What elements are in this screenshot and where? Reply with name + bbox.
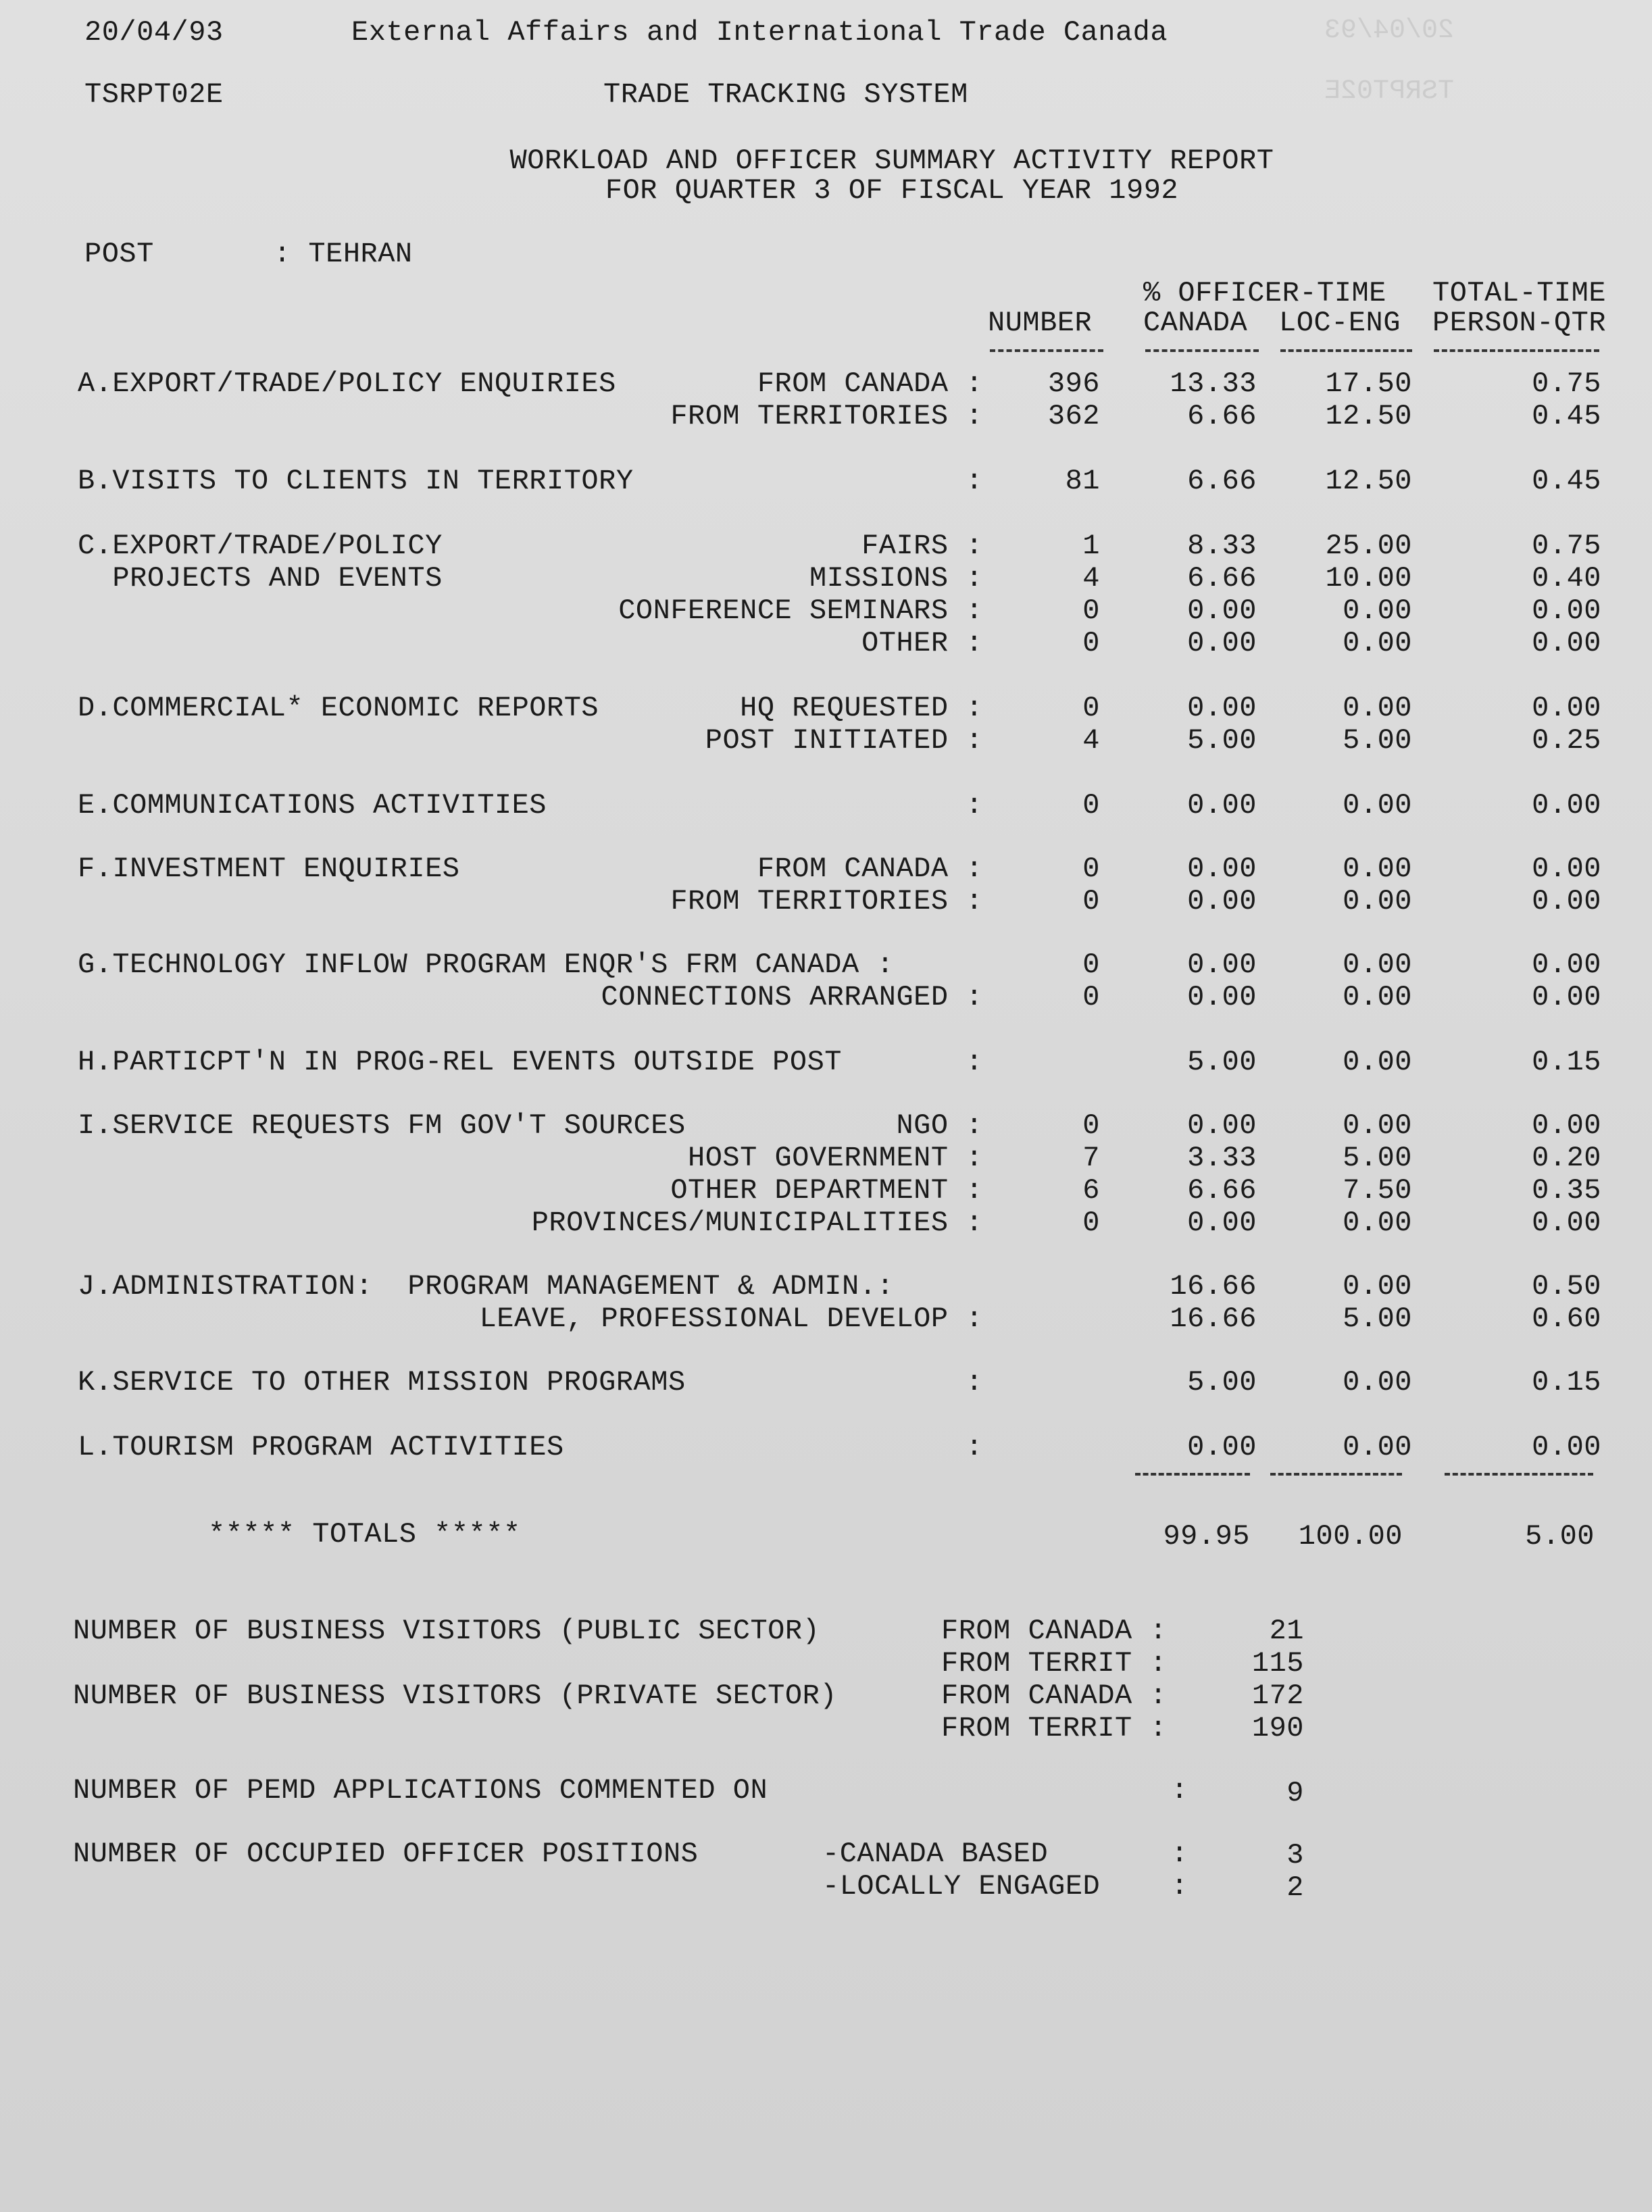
row-section-label: K.SERVICE TO OTHER MISSION PROGRAMS	[78, 1366, 686, 1399]
row-person-qtr-value: 0.25	[1532, 724, 1601, 757]
totals-person-qtr: 5.00	[1525, 1520, 1595, 1553]
row-person-qtr-value: 0.45	[1532, 400, 1601, 432]
person-qtr-header-rule	[1434, 349, 1599, 352]
positions-canada-based-label: -CANADA BASED	[822, 1838, 1049, 1870]
pemd-colon: :	[1171, 1774, 1188, 1807]
row-loc-eng-value: 0.00	[1343, 1270, 1412, 1303]
row-loc-eng-value: 0.00	[1343, 789, 1412, 822]
post-value: : TEHRAN	[274, 238, 413, 270]
positions-local-value: 2	[1286, 1871, 1304, 1904]
row-number-value: 7	[1082, 1142, 1100, 1174]
row-canada-value: 5.00	[1187, 1366, 1257, 1399]
row-loc-eng-value: 0.00	[1343, 853, 1412, 885]
row-loc-eng-value: 0.00	[1343, 949, 1412, 981]
row-number-value: 0	[1082, 789, 1100, 822]
pemd-label: NUMBER OF PEMD APPLICATIONS COMMENTED ON	[73, 1774, 768, 1807]
row-loc-eng-value: 5.00	[1343, 1303, 1412, 1335]
row-number-value: 4	[1082, 724, 1100, 757]
visitors-private-from-territ: FROM TERRIT :	[941, 1712, 1168, 1744]
row-number-value: 6	[1082, 1174, 1100, 1207]
officer-time-header: % OFFICER-TIME	[1143, 277, 1386, 309]
person-qtr-total-rule	[1445, 1473, 1593, 1476]
row-canada-value: 16.66	[1170, 1270, 1257, 1303]
row-loc-eng-value: 12.50	[1325, 465, 1412, 497]
totals-canada: 99.95	[1163, 1520, 1250, 1553]
canada-header-rule	[1145, 349, 1259, 352]
row-canada-value: 0.00	[1187, 1207, 1257, 1239]
row-canada-value: 13.33	[1170, 368, 1257, 400]
row-person-qtr-value: 0.00	[1532, 1207, 1601, 1239]
row-person-qtr-value: 0.35	[1532, 1174, 1601, 1207]
row-person-qtr-value: 0.60	[1532, 1303, 1601, 1335]
row-person-qtr-value: 0.00	[1532, 981, 1601, 1013]
report-date: 20/04/93	[84, 16, 224, 49]
row-sub-label: :	[966, 1431, 983, 1463]
row-sub-label: FROM CANADA :	[757, 853, 983, 885]
visitors-public-territ-value: 115	[1251, 1647, 1304, 1680]
row-person-qtr-value: 0.40	[1532, 562, 1601, 595]
row-number-value: 0	[1082, 627, 1100, 659]
visitors-public-from-territ: FROM TERRIT :	[941, 1647, 1168, 1680]
row-person-qtr-value: 0.00	[1532, 1109, 1601, 1142]
row-person-qtr-value: 0.75	[1532, 368, 1601, 400]
row-section-label: J.ADMINISTRATION: PROGRAM MANAGEMENT & ADMIN.:	[78, 1270, 895, 1303]
row-number-value: 0	[1082, 692, 1100, 724]
row-canada-value: 5.00	[1187, 1046, 1257, 1078]
row-number-value: 1	[1082, 530, 1100, 562]
row-number-value: 4	[1082, 562, 1100, 595]
row-person-qtr-value: 0.15	[1532, 1366, 1601, 1399]
visitors-public-from-canada: FROM CANADA :	[941, 1615, 1168, 1647]
row-sub-label: :	[966, 1366, 983, 1399]
row-section-label: C.EXPORT/TRADE/POLICY	[78, 530, 443, 562]
row-sub-label: FROM CANADA :	[757, 368, 983, 400]
row-loc-eng-value: 0.00	[1343, 1207, 1412, 1239]
row-sub-label: OTHER DEPARTMENT :	[670, 1174, 983, 1207]
row-person-qtr-value: 0.50	[1532, 1270, 1601, 1303]
system-name: TRADE TRACKING SYSTEM	[603, 78, 968, 111]
row-sub-label: HOST GOVERNMENT :	[688, 1142, 983, 1174]
row-person-qtr-value: 0.15	[1532, 1046, 1601, 1078]
row-section-label: B.VISITS TO CLIENTS IN TERRITORY	[78, 465, 634, 497]
row-sub-label: POST INITIATED :	[705, 724, 983, 757]
total-time-header: TOTAL-TIME	[1432, 277, 1607, 309]
number-header-rule	[990, 349, 1103, 352]
row-sub-label: :	[966, 1046, 983, 1078]
row-loc-eng-value: 12.50	[1325, 400, 1412, 432]
row-canada-value: 0.00	[1187, 1109, 1257, 1142]
row-sub-label: CONNECTIONS ARRANGED :	[601, 981, 983, 1013]
row-number-value: 0	[1082, 853, 1100, 885]
positions-locally-engaged-label: -LOCALLY ENGAGED	[822, 1870, 1101, 1903]
row-person-qtr-value: 0.75	[1532, 530, 1601, 562]
row-canada-value: 0.00	[1187, 627, 1257, 659]
row-canada-value: 0.00	[1187, 692, 1257, 724]
positions-local-colon: :	[1171, 1870, 1188, 1903]
row-loc-eng-value: 0.00	[1343, 981, 1412, 1013]
visitors-private-from-canada: FROM CANADA :	[941, 1680, 1168, 1712]
bleed-through-text: 20/04/93	[1324, 16, 1455, 46]
totals-label: ***** TOTALS *****	[208, 1518, 521, 1551]
row-loc-eng-value: 0.00	[1343, 1431, 1412, 1463]
row-section-label: F.INVESTMENT ENQUIRIES	[78, 853, 460, 885]
row-number-value: 0	[1082, 1207, 1100, 1239]
report-code: TSRPT02E	[84, 78, 224, 111]
row-loc-eng-value: 5.00	[1343, 724, 1412, 757]
report-title-line1: WORKLOAD AND OFFICER SUMMARY ACTIVITY REPORT	[509, 145, 1274, 177]
row-section-label: G.TECHNOLOGY INFLOW PROGRAM ENQR'S FRM CANADA :	[78, 949, 895, 981]
pemd-value: 9	[1286, 1777, 1304, 1809]
report-title-line2: FOR QUARTER 3 OF FISCAL YEAR 1992	[605, 174, 1179, 207]
row-sub-label: NGO :	[896, 1109, 983, 1142]
row-loc-eng-value: 10.00	[1325, 562, 1412, 595]
visitors-public-label: NUMBER OF BUSINESS VISITORS (PUBLIC SECTOR)	[73, 1615, 820, 1647]
visitors-private-territ-value: 190	[1251, 1712, 1304, 1744]
number-column-header: NUMBER	[988, 307, 1093, 339]
row-sub-label: FROM TERRITORIES :	[670, 400, 983, 432]
totals-loc-eng: 100.00	[1298, 1520, 1403, 1553]
row-number-value: 81	[1065, 465, 1100, 497]
bleed-through-text: TSRPT02E	[1324, 76, 1455, 107]
row-person-qtr-value: 0.00	[1532, 853, 1601, 885]
row-section-label: I.SERVICE REQUESTS FM GOV'T SOURCES	[78, 1109, 686, 1142]
visitors-private-label: NUMBER OF BUSINESS VISITORS (PRIVATE SECTOR)	[73, 1680, 837, 1712]
row-section-label: L.TOURISM PROGRAM ACTIVITIES	[78, 1431, 564, 1463]
row-canada-value: 5.00	[1187, 724, 1257, 757]
row-loc-eng-value: 17.50	[1325, 368, 1412, 400]
row-person-qtr-value: 0.00	[1532, 885, 1601, 918]
row-person-qtr-value: 0.00	[1532, 595, 1601, 627]
row-person-qtr-value: 0.00	[1532, 1431, 1601, 1463]
row-canada-value: 16.66	[1170, 1303, 1257, 1335]
loc-eng-column-header: LOC-ENG	[1279, 307, 1401, 339]
row-canada-value: 0.00	[1187, 1431, 1257, 1463]
row-loc-eng-value: 0.00	[1343, 885, 1412, 918]
row-canada-value: 3.33	[1187, 1142, 1257, 1174]
row-section-label: A.EXPORT/TRADE/POLICY ENQUIRIES	[78, 368, 616, 400]
loc-eng-total-rule	[1270, 1473, 1402, 1476]
row-canada-value: 0.00	[1187, 981, 1257, 1013]
row-person-qtr-value: 0.45	[1532, 465, 1601, 497]
row-section-label: E.COMMUNICATIONS ACTIVITIES	[78, 789, 547, 822]
positions-canada-value: 3	[1286, 1839, 1304, 1871]
row-section-label: D.COMMERCIAL* ECONOMIC REPORTS	[78, 692, 599, 724]
row-number-value: 0	[1082, 595, 1100, 627]
row-sub-label: FROM TERRITORIES :	[670, 885, 983, 918]
row-canada-value: 6.66	[1187, 1174, 1257, 1207]
row-number-value: 0	[1082, 981, 1100, 1013]
row-canada-value: 6.66	[1187, 400, 1257, 432]
row-person-qtr-value: 0.00	[1532, 949, 1601, 981]
post-label: POST	[84, 238, 154, 270]
row-sub-label: HQ REQUESTED :	[740, 692, 983, 724]
row-canada-value: 6.66	[1187, 562, 1257, 595]
canada-column-header: CANADA	[1143, 307, 1248, 339]
row-canada-value: 0.00	[1187, 789, 1257, 822]
row-number-value: 0	[1082, 949, 1100, 981]
positions-label: NUMBER OF OCCUPIED OFFICER POSITIONS	[73, 1838, 699, 1870]
row-sub-label: LEAVE, PROFESSIONAL DEVELOP :	[479, 1303, 983, 1335]
row-canada-value: 8.33	[1187, 530, 1257, 562]
row-section-label: PROJECTS AND EVENTS	[78, 562, 443, 595]
row-loc-eng-value: 0.00	[1343, 595, 1412, 627]
row-canada-value: 0.00	[1187, 595, 1257, 627]
row-loc-eng-value: 0.00	[1343, 1366, 1412, 1399]
positions-canada-colon: :	[1171, 1838, 1188, 1870]
organization-name: External Affairs and International Trade Canada	[351, 16, 1168, 49]
row-person-qtr-value: 0.00	[1532, 692, 1601, 724]
row-canada-value: 0.00	[1187, 853, 1257, 885]
row-loc-eng-value: 5.00	[1343, 1142, 1412, 1174]
row-sub-label: FAIRS :	[861, 530, 983, 562]
visitors-private-canada-value: 172	[1251, 1680, 1304, 1712]
visitors-public-canada-value: 21	[1269, 1615, 1304, 1647]
row-sub-label: :	[966, 465, 983, 497]
row-section-label: H.PARTICPT'N IN PROG-REL EVENTS OUTSIDE POST	[78, 1046, 842, 1078]
person-qtr-column-header: PERSON-QTR	[1432, 307, 1607, 339]
loc-eng-header-rule	[1280, 349, 1412, 352]
row-number-value: 396	[1047, 368, 1100, 400]
row-number-value: 362	[1047, 400, 1100, 432]
row-loc-eng-value: 7.50	[1343, 1174, 1412, 1207]
row-loc-eng-value: 0.00	[1343, 1046, 1412, 1078]
row-number-value: 0	[1082, 1109, 1100, 1142]
row-canada-value: 6.66	[1187, 465, 1257, 497]
canada-total-rule	[1135, 1473, 1250, 1476]
row-sub-label: CONFERENCE SEMINARS :	[618, 595, 983, 627]
row-sub-label: MISSIONS :	[809, 562, 983, 595]
row-person-qtr-value: 0.00	[1532, 789, 1601, 822]
row-number-value: 0	[1082, 885, 1100, 918]
row-sub-label: OTHER :	[861, 627, 983, 659]
row-loc-eng-value: 0.00	[1343, 692, 1412, 724]
row-sub-label: PROVINCES/MUNICIPALITIES :	[531, 1207, 983, 1239]
row-loc-eng-value: 0.00	[1343, 627, 1412, 659]
row-canada-value: 0.00	[1187, 949, 1257, 981]
row-loc-eng-value: 25.00	[1325, 530, 1412, 562]
row-loc-eng-value: 0.00	[1343, 1109, 1412, 1142]
row-sub-label: :	[966, 789, 983, 822]
row-person-qtr-value: 0.20	[1532, 1142, 1601, 1174]
row-canada-value: 0.00	[1187, 885, 1257, 918]
row-person-qtr-value: 0.00	[1532, 627, 1601, 659]
